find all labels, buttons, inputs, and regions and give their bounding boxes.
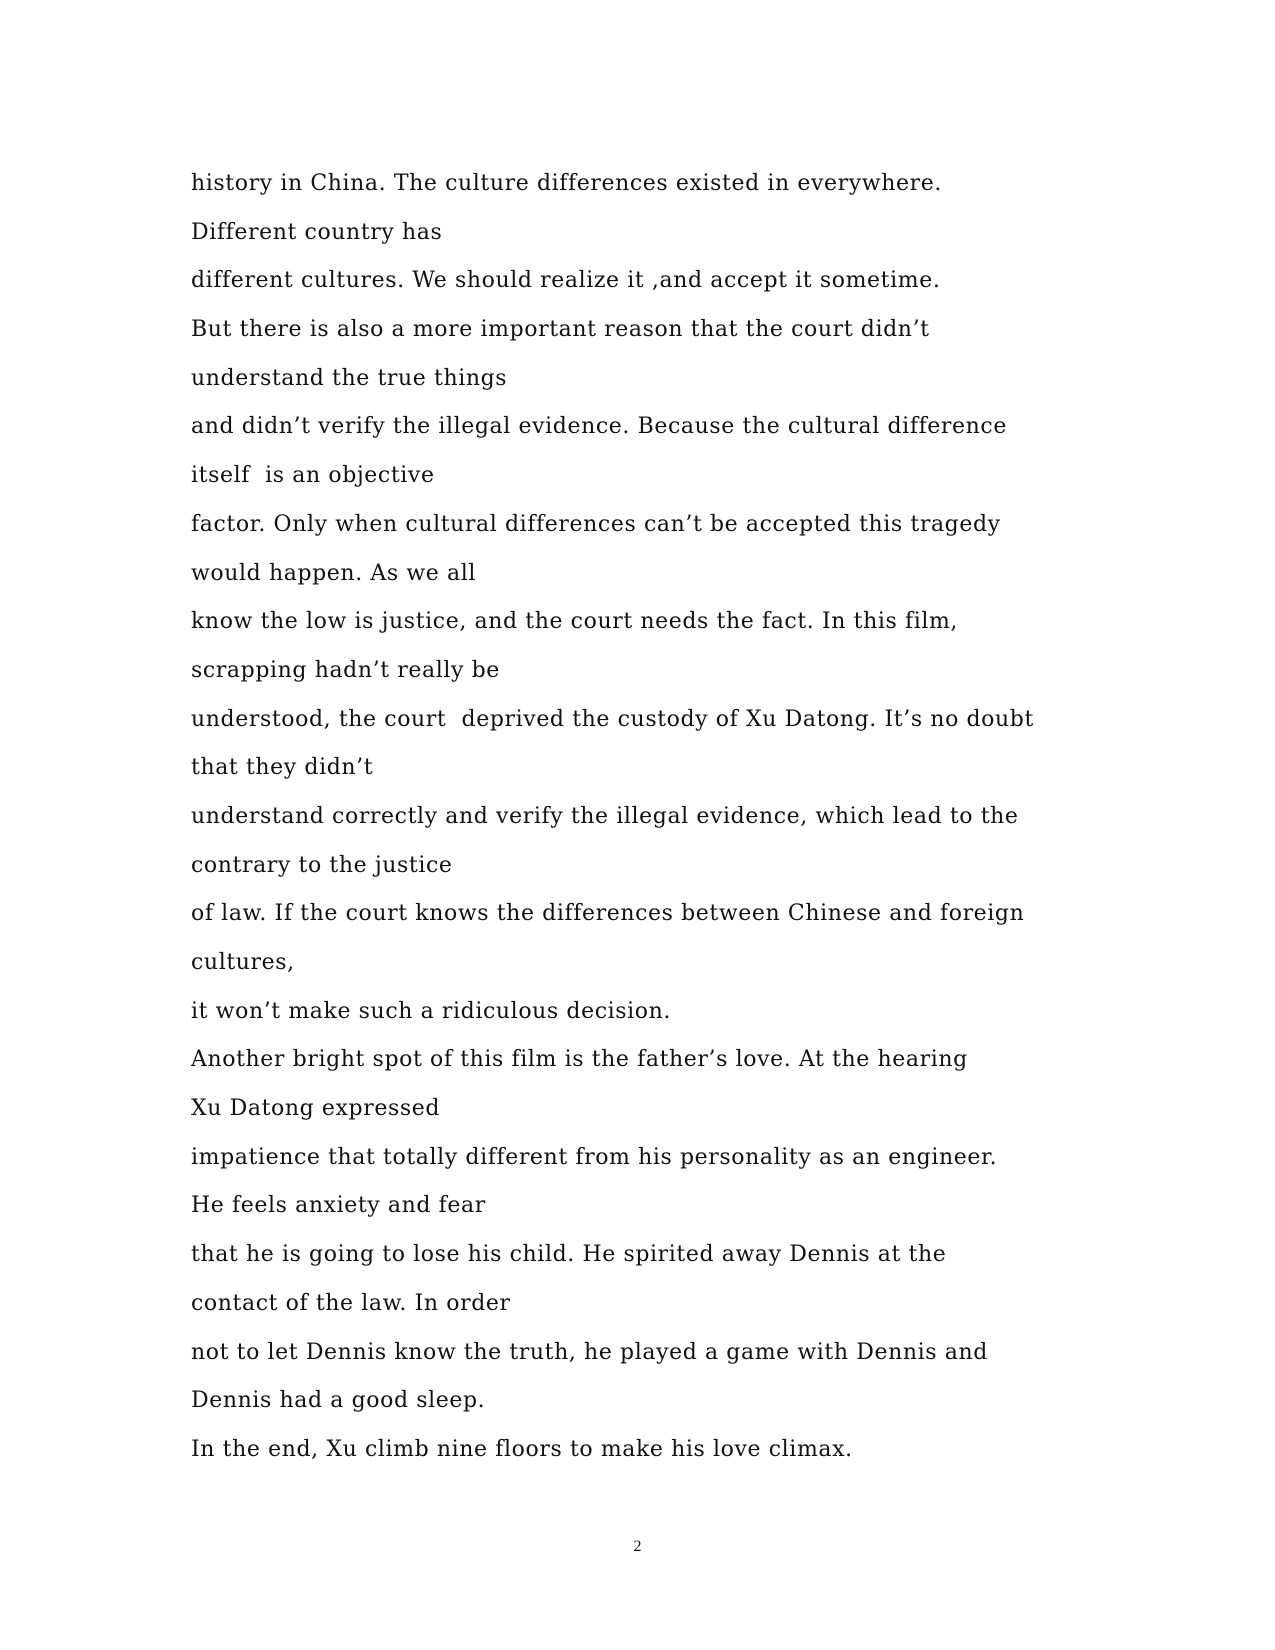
text-line: it won’t make such a ridiculous decision. [191,998,672,1024]
text-line: Another bright spot of this film is the father’s love. At the hearing [191,1047,968,1073]
text-line: that he is going to lose his child. He spirited away Dennis at the [191,1242,947,1268]
text-line: contact of the law. In order [191,1290,511,1316]
text-line: contrary to the justice [191,852,453,878]
text-line: understand the true things [191,365,508,391]
text-line: would happen. As we all [191,560,476,586]
text-line: history in China. The culture differences existed in everywhere. [191,171,942,196]
page-number: 2 [633,1538,642,1555]
text-line: cultures, [191,950,295,975]
text-line: He feels anxiety and fear [191,1193,486,1219]
text-line: understand correctly and verify the illegal evidence, which lead to the [191,803,1019,829]
text-line: itself is an objective [191,463,435,489]
text-line: Different country has [191,219,443,245]
text-line: But there is also a more important reason that the court didn’t [191,317,930,343]
text-line: impatience that totally different from his personality as an engineer. [191,1144,998,1170]
text-line: of law. If the court knows the differences between Chinese and foreign [191,901,1025,927]
text-line: that they didn’t [191,755,374,781]
text-line: different cultures. We should realize it ,and accept it sometime. [191,268,941,294]
text-line: Dennis had a good sleep. [191,1388,486,1414]
text-line: not to let Dennis know the truth, he played a game with Dennis and [191,1339,988,1365]
text-line: scrapping hadn’t really be [191,657,500,683]
text-line: know the low is justice, and the court needs the fact. In this film, [191,609,959,635]
text-line: factor. Only when cultural differences can’t be accepted this tragedy [191,511,1001,537]
text-line: understood, the court deprived the custody of Xu Datong. It’s no doubt [191,706,1034,732]
body-text [191,160,1091,1475]
text-line: In the end, Xu climb nine floors to make his love climax. [191,1436,853,1462]
text-line: and didn’t verify the illegal evidence. Because the cultural difference [191,414,1007,440]
text-line: Xu Datong expressed [191,1096,441,1122]
